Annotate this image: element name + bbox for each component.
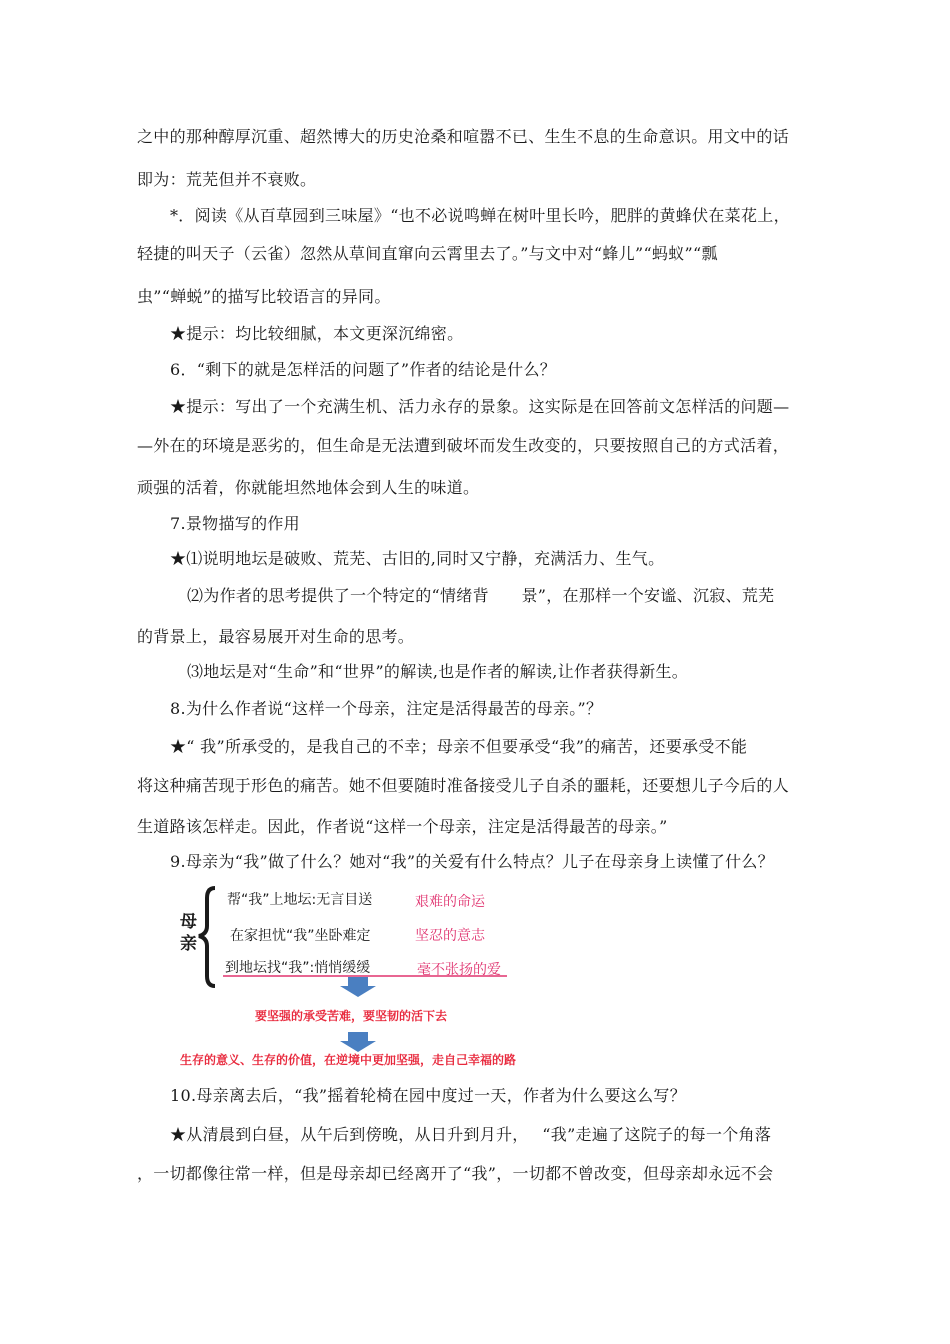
down-arrow-icon — [340, 1032, 376, 1052]
text-line: 即为：荒芜但并不衰败。 — [137, 170, 317, 189]
brace-icon — [199, 888, 215, 986]
diagram-quality: 毫不张扬的爱 — [417, 962, 501, 978]
text-line: *．阅读《从百草园到三味屋》“也不必说鸣蝉在树叶里长吟，肥胖的黄蜂伏在菜花上， — [170, 206, 790, 225]
diagram-conclusion: 生存的意义、生存的价值，在逆境中更加坚强，走自己幸福的路 — [180, 1053, 517, 1067]
text-line: 虫”“蝉蜕”的描写比较语言的异同。 — [137, 287, 391, 306]
diagram-action: 在家担忧“我”坐卧难定 — [230, 928, 371, 944]
mother-diagram — [175, 882, 555, 1067]
diagram-quality: 艰难的命运 — [415, 894, 485, 910]
text-line: —外在的环境是恶劣的，但生命是无法遭到破坏而发生改变的，只要按照自己的方式活着， — [137, 436, 790, 455]
diagram-quality: 坚忍的意志 — [415, 928, 485, 944]
answer-line: ⑶地坛是对“生命”和“世界”的解读,也是作者的解读,让作者获得新生。 — [187, 662, 689, 681]
text-line: 顽强的活着，你就能坦然地体会到人生的味道。 — [137, 478, 480, 497]
side-label-mother-top: 母 — [180, 912, 197, 932]
hint-line: ★提示：均比较细腻，本文更深沉绵密。 — [170, 324, 464, 343]
side-label-mother-bottom: 亲 — [180, 934, 197, 954]
text-line: 的背景上，最容易展开对生命的思考。 — [137, 627, 415, 646]
down-arrow-icon — [340, 977, 376, 997]
text-line: 轻捷的叫天子（云雀）忽然从草间直窜向云霄里去了。”与文中对“蜂儿”“蚂蚁”“瓢 — [137, 244, 718, 263]
diagram-action: 到地坛找“我”:悄悄缓缓 — [225, 960, 371, 976]
text-line: ，一切都像往常一样，但是母亲却已经离开了“我”，一切都不曾改变，但母亲却永远不会 — [137, 1164, 774, 1183]
answer-line: ⑵为作者的思考提供了一个特定的“情绪背 景”，在那样一个安谧、沉寂、荒芜 — [187, 586, 775, 605]
diagram-conclusion: 要坚强的承受苦难，要坚韧的活下去 — [255, 1009, 448, 1023]
question-9: 9.母亲为“我”做了什么？她对“我”的关爱有什么特点？儿子在母亲身上读懂了什么？ — [170, 852, 774, 871]
text-line: 将这种痛苦现于形色的痛苦。她不但要随时准备接受儿子自杀的噩耗，还要想儿子今后的人 — [137, 776, 790, 795]
diagram-action: 帮“我”上地坛:无言目送 — [227, 892, 373, 908]
question-6: 6．“剩下的就是怎样活的问题了”作者的结论是什么？ — [170, 360, 557, 379]
answer-line: ★从清晨到白昼，从午后到傍晚，从日升到月升， “我”走遍了这院子的每一个角落 — [170, 1125, 772, 1144]
hint-line: ★提示：写出了一个充满生机、活力永存的景象。这实际是在回答前文怎样活的问题— — [170, 397, 790, 416]
answer-line: ★“ 我”所承受的，是我自己的不幸；母亲不但要承受“我”的痛苦，还要承受不能 — [170, 737, 748, 756]
answer-line: ★⑴说明地坛是破败、荒芜、古旧的,同时又宁静，充满活力、生气。 — [170, 549, 665, 568]
text-line: 之中的那种醇厚沉重、超然博大的历史沧桑和喧嚣不已、生生不息的生命意识。用文中的话 — [137, 127, 790, 146]
text-line: 生道路该怎样走。因此，作者说“这样一个母亲，注定是活得最苦的母亲。” — [137, 817, 668, 836]
question-8: 8.为什么作者说“这样一个母亲，注定是活得最苦的母亲。”？ — [170, 699, 603, 718]
question-10: 10.母亲离去后，“我”摇着轮椅在园中度过一天，作者为什么要这么写？ — [170, 1086, 687, 1105]
question-7: 7.景物描写的作用 — [170, 514, 300, 533]
